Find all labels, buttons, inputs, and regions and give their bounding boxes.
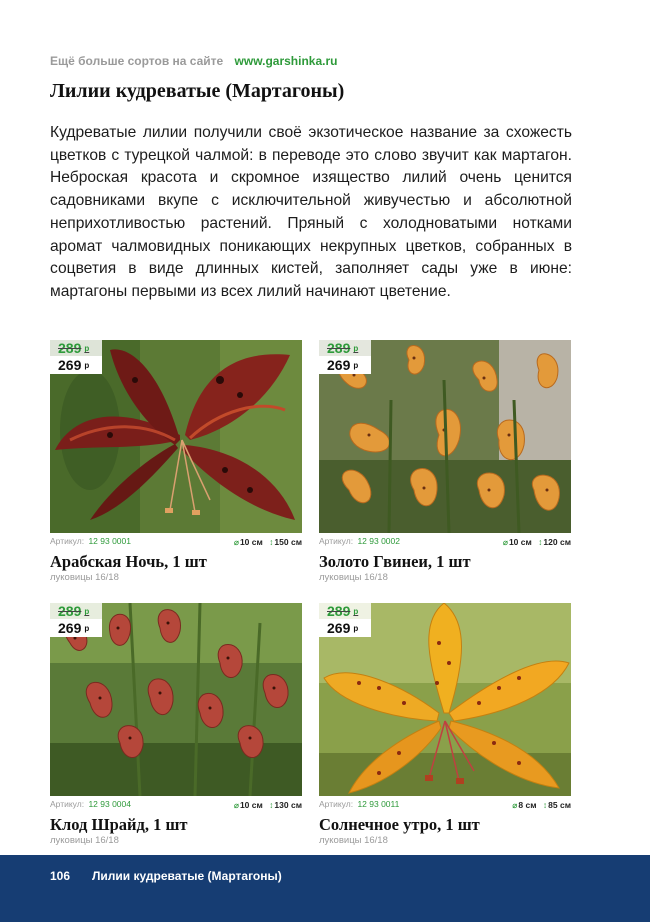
site-link[interactable]: www.garshinka.ru xyxy=(234,54,338,68)
article-label: Артикул: xyxy=(50,799,85,809)
price-tag xyxy=(319,340,371,374)
current-price: 269 $^р$ xyxy=(50,356,102,374)
product-name[interactable]: Клод Шрайд, 1 шт xyxy=(50,815,188,834)
height-icon: ↕ xyxy=(269,800,274,810)
page-number: 106 xyxy=(50,869,71,883)
diameter-icon: ⌀ xyxy=(502,537,508,547)
bulb-size: луковицы 16/18 xyxy=(319,835,388,846)
more-varieties-text: Ещё больше сортов на сайте xyxy=(50,54,224,68)
diameter-icon: ⌀ xyxy=(512,800,518,810)
lily-photo[interactable] xyxy=(319,340,571,533)
height-icon: ↕ xyxy=(542,800,548,810)
article-number: 12 93 0004 xyxy=(88,799,131,809)
lily-photo[interactable] xyxy=(319,603,571,796)
old-price: 289 $^р$ xyxy=(58,340,90,356)
article-label: Артикул: xyxy=(319,536,354,546)
lily-photo[interactable] xyxy=(50,340,302,533)
product-card[interactable] xyxy=(319,340,571,584)
bulb-size: луковицы 16/18 xyxy=(50,835,119,846)
site-promo-line xyxy=(50,54,337,68)
flower-dimensions: ⌀8 см ↕85 см xyxy=(512,800,571,810)
product-name[interactable]: Арабская Ночь, 1 шт xyxy=(50,552,207,571)
product-meta xyxy=(50,536,302,552)
article-number: 12 93 0002 xyxy=(357,536,400,546)
lily-photo[interactable] xyxy=(50,603,302,796)
current-price: 269 $^р$ xyxy=(319,356,371,374)
article-number: 12 93 0001 xyxy=(88,536,131,546)
product-meta xyxy=(319,799,571,815)
page-footer xyxy=(0,855,650,922)
height-icon: ↕ xyxy=(269,537,274,547)
product-meta xyxy=(319,536,571,552)
bulb-size: луковицы 16/18 xyxy=(50,572,119,583)
product-name[interactable]: Золото Гвинеи, 1 шт xyxy=(319,552,471,571)
bulb-size: луковицы 16/18 xyxy=(319,572,388,583)
diameter-icon: ⌀ xyxy=(233,537,239,547)
current-price: 269 $^р$ xyxy=(50,619,102,637)
price-tag xyxy=(319,603,371,637)
current-price: 269 $^р$ xyxy=(319,619,371,637)
old-price: 289 $^р$ xyxy=(327,603,359,619)
price-tag xyxy=(50,603,102,637)
page-title: Лилии кудреватые (Мартагоны) xyxy=(50,80,345,102)
product-card[interactable] xyxy=(50,603,302,847)
product-name[interactable]: Солнечное утро, 1 шт xyxy=(319,815,480,834)
old-price: 289 $^р$ xyxy=(327,340,359,356)
height-icon: ↕ xyxy=(538,537,543,547)
article-number: 12 93 0011 xyxy=(357,799,400,809)
product-card[interactable] xyxy=(319,603,571,847)
product-meta xyxy=(50,799,302,815)
article-label: Артикул: xyxy=(50,536,85,546)
flower-dimensions: ⌀10 см ↕150 см xyxy=(233,537,302,547)
old-price: 289 $^р$ xyxy=(58,603,90,619)
flower-dimensions: ⌀10 см ↕120 см xyxy=(502,537,571,547)
intro-paragraph: Кудреватые лилии получили своё экзотическое название за схожесть цветков с турецкой чалмой: в переводе это слово звучит как мартагон. Неброская красота и скромное изящество лилий очень ценится садовниками вкупе с исключительной живучестью и абсолютной неприхотливостью растений. Пряный с холодноватыми нотками аромат чалмовидных поникающих некрупных цветков, собранных в соцветия в виде длинных кистей, заполняет сады уже в июне: мартагоны первыми из всех лилий начинают цветение. xyxy=(50,124,572,300)
footer-section-title: Лилии кудреватые (Мартагоны) xyxy=(92,869,282,883)
diameter-icon: ⌀ xyxy=(233,800,239,810)
product-card[interactable] xyxy=(50,340,302,584)
flower-dimensions: ⌀10 см ↕130 см xyxy=(233,800,302,810)
price-tag xyxy=(50,340,102,374)
article-label: Артикул: xyxy=(319,799,354,809)
